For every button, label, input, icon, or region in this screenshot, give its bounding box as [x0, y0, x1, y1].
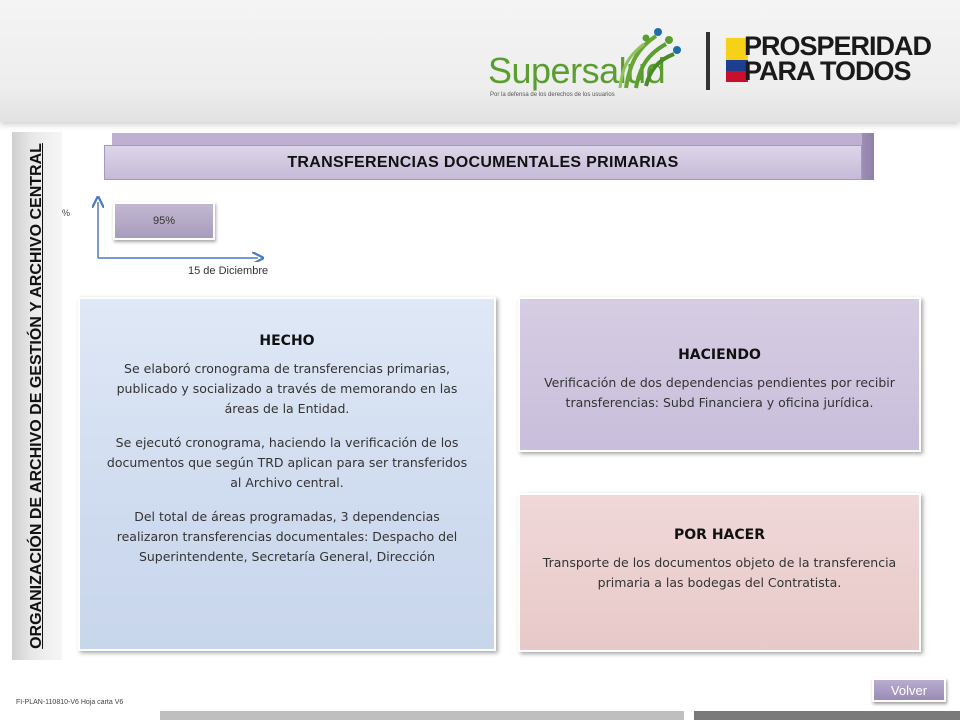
por-hacer-card	[518, 493, 921, 652]
supersalud-logo	[486, 22, 696, 100]
logo-divider	[706, 32, 710, 90]
supersalud-logo-text: Supersalud	[488, 50, 666, 91]
prosperidad-line1: PROSPERIDAD	[744, 31, 932, 61]
banner-side-face	[862, 133, 874, 180]
hecho-card	[78, 297, 496, 651]
por-hacer-text: Transporte de los documentos objeto de la transferencia primaria a las bodegas del Contratista.	[542, 555, 897, 590]
banner-title: TRANSFERENCIAS DOCUMENTALES PRIMARIAS	[287, 153, 679, 171]
document-code: FI-PLAN-110810-V6 Hoja carta V6	[16, 699, 124, 706]
footer-bar-dark	[694, 711, 960, 720]
prosperidad-line2: PARA TODOS	[744, 56, 911, 86]
volver-button[interactable]: Volver	[872, 678, 946, 702]
section-banner	[104, 145, 862, 180]
por-hacer-title: POR HACER	[674, 527, 765, 543]
hecho-paragraph-3: Del total de áreas programadas, 3 dependencias realizaron transferencias documentales: Despacho del Superintendente, Secretaría General, Dirección	[116, 509, 458, 564]
banner-top-face	[112, 133, 874, 145]
supersalud-tagline: Por la defensa de los derechos de los usuarios	[490, 92, 615, 98]
y-axis-unit: %	[62, 208, 71, 218]
hecho-paragraph-2: Se ejecutó cronograma, haciendo la verificación de los documentos que según TRD aplican para ser transferidos al Archivo central.	[106, 435, 468, 490]
haciendo-title: HACIENDO	[678, 347, 761, 363]
header-band	[0, 0, 960, 122]
haciendo-text: Verificación de dos dependencias pendientes por recibir transferencias: Subd Financiera y oficina jurídica.	[544, 375, 895, 410]
supersalud-people-icon	[616, 22, 686, 92]
footer-bar-light	[160, 711, 684, 720]
x-axis-date: 15 de Diciembre	[188, 265, 269, 277]
progress-value-box: 95%	[113, 202, 215, 240]
hecho-paragraph-1: Se elaboró cronograma de transferencias primarias, publicado y socializado a través de memorando en las áreas de la Entidad.	[116, 361, 458, 416]
hecho-title: HECHO	[259, 333, 315, 349]
haciendo-card	[518, 297, 921, 452]
prosperidad-logo	[726, 31, 936, 90]
side-title: ORGANIZACIÓN DE ARCHIVO DE GESTIÓN Y ARCHIVO CENTRAL	[28, 143, 45, 649]
